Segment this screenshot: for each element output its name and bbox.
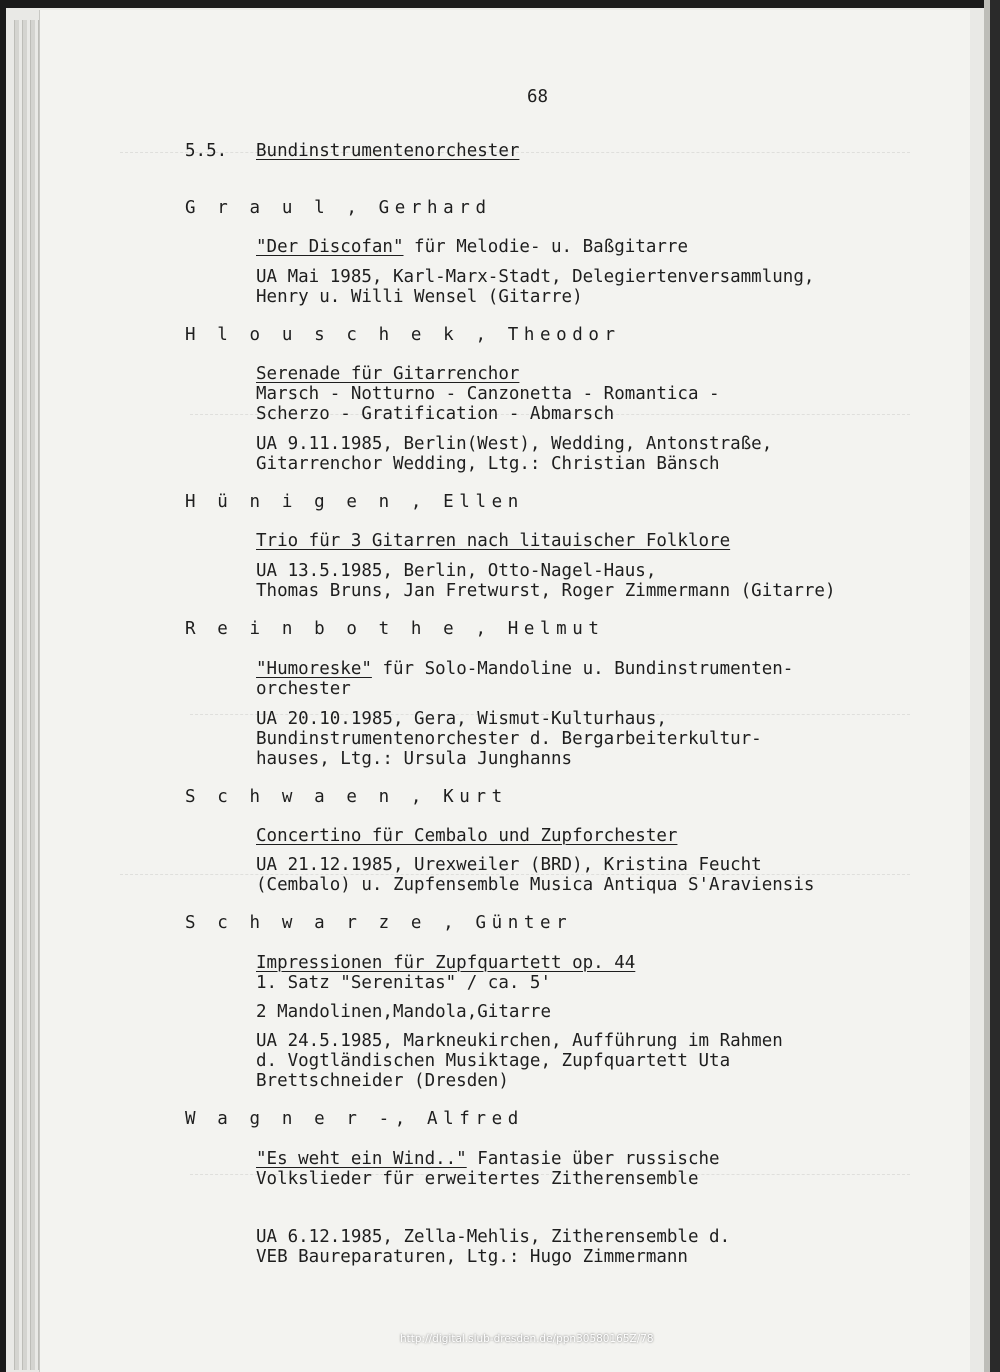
composer-name: H ü n i g e n , Ellen: [185, 492, 524, 512]
composer-name: G r a u l , Gerhard: [185, 198, 492, 218]
performance-line: Bundinstrumentenorchester d. Bergarbeiterkultur-: [256, 729, 762, 749]
performance-line: hauses, Ltg.: Ursula Junghanns: [256, 749, 573, 769]
performance-line: VEB Baureparaturen, Ltg.: Hugo Zimmermann: [256, 1247, 688, 1267]
movement-line: 1. Satz "Serenitas" / ca. 5': [256, 973, 552, 993]
work-title: Serenade für Gitarrenchor: [256, 364, 520, 384]
performance-line: UA 20.10.1985, Gera, Wismut-Kulturhaus,: [256, 709, 667, 729]
performance-line: UA 6.12.1985, Zella-Mehlis, Zitherensemble d.: [256, 1227, 731, 1247]
performance-line: UA 21.12.1985, Urexweiler (BRD), Kristina Feucht: [256, 855, 762, 875]
composer-name: H l o u s c h e k , Theodor: [185, 325, 621, 345]
composer-name: R e i n b o t h e , Helmut: [185, 619, 605, 639]
work-title-rest: Fantasie über russische: [466, 1149, 720, 1169]
performance-line: d. Vogtländischen Musiktage, Zupfquartett Uta: [256, 1051, 731, 1071]
page-edge: [14, 20, 19, 1370]
scan-right-edge: [984, 0, 1000, 1372]
work-title: "Der Discofan": [256, 237, 404, 257]
performance-line: Thomas Bruns, Jan Fretwurst, Roger Zimmermann (Gitarre): [256, 581, 836, 601]
performance-line: Gitarrenchor Wedding, Ltg.: Christian Bänsch: [256, 454, 720, 474]
work-title: "Es weht ein Wind..": [256, 1149, 467, 1169]
page-number: 68: [527, 87, 549, 107]
work-title-continuation: orchester: [256, 679, 351, 699]
movement-line: Scherzo - Gratification - Abmarsch: [256, 404, 615, 424]
work-title-line: [256, 238, 688, 257]
performance-line: UA Mai 1985, Karl-Marx-Stadt, Delegiertenversammlung,: [256, 267, 815, 287]
instrumentation: 2 Mandolinen,Mandola,Gitarre: [256, 1002, 552, 1022]
work-title-line: [256, 1150, 720, 1169]
work-title: Impressionen für Zupfquartett op. 44: [256, 953, 636, 973]
section-title: Bundinstrumentenorchester: [256, 141, 520, 161]
source-url: http://digital.slub-dresden.de/ppn30580165Z/78: [400, 1333, 654, 1345]
work-title: Trio für 3 Gitarren nach litauischer Folklore: [256, 531, 731, 551]
performance-line: (Cembalo) u. Zupfensemble Musica Antiqua S'Araviensis: [256, 875, 815, 895]
page-edge: [30, 20, 35, 1370]
work-title-continuation: Volkslieder für erweitertes Zitherensemble: [256, 1169, 699, 1189]
work-title-line: [256, 660, 793, 679]
movement-line: Marsch - Notturno - Canzonetta - Romantica -: [256, 384, 720, 404]
section-number: 5.5.: [185, 141, 228, 161]
work-title-rest: für Solo-Mandoline u. Bundinstrumenten-: [371, 659, 794, 679]
work-title: "Humoreske": [256, 659, 372, 679]
performance-line: UA 9.11.1985, Berlin(West), Wedding, Antonstraße,: [256, 434, 773, 454]
performance-line: Henry u. Willi Wensel (Gitarre): [256, 287, 583, 307]
composer-name: W a g n e r -, Alfred: [185, 1109, 524, 1129]
composer-name: S c h w a r z e , Günter: [185, 913, 573, 933]
performance-line: UA 13.5.1985, Berlin, Otto-Nagel-Haus,: [256, 561, 657, 581]
work-title: Concertino für Cembalo und Zupforchester: [256, 826, 678, 846]
composer-name: S c h w a e n , Kurt: [185, 787, 508, 807]
performance-line: UA 24.5.1985, Markneukirchen, Aufführung im Rahmen: [256, 1031, 783, 1051]
performance-line: Brettschneider (Dresden): [256, 1071, 509, 1091]
page-edge: [22, 20, 27, 1370]
work-title-rest: für Melodie- u. Baßgitarre: [403, 237, 688, 257]
